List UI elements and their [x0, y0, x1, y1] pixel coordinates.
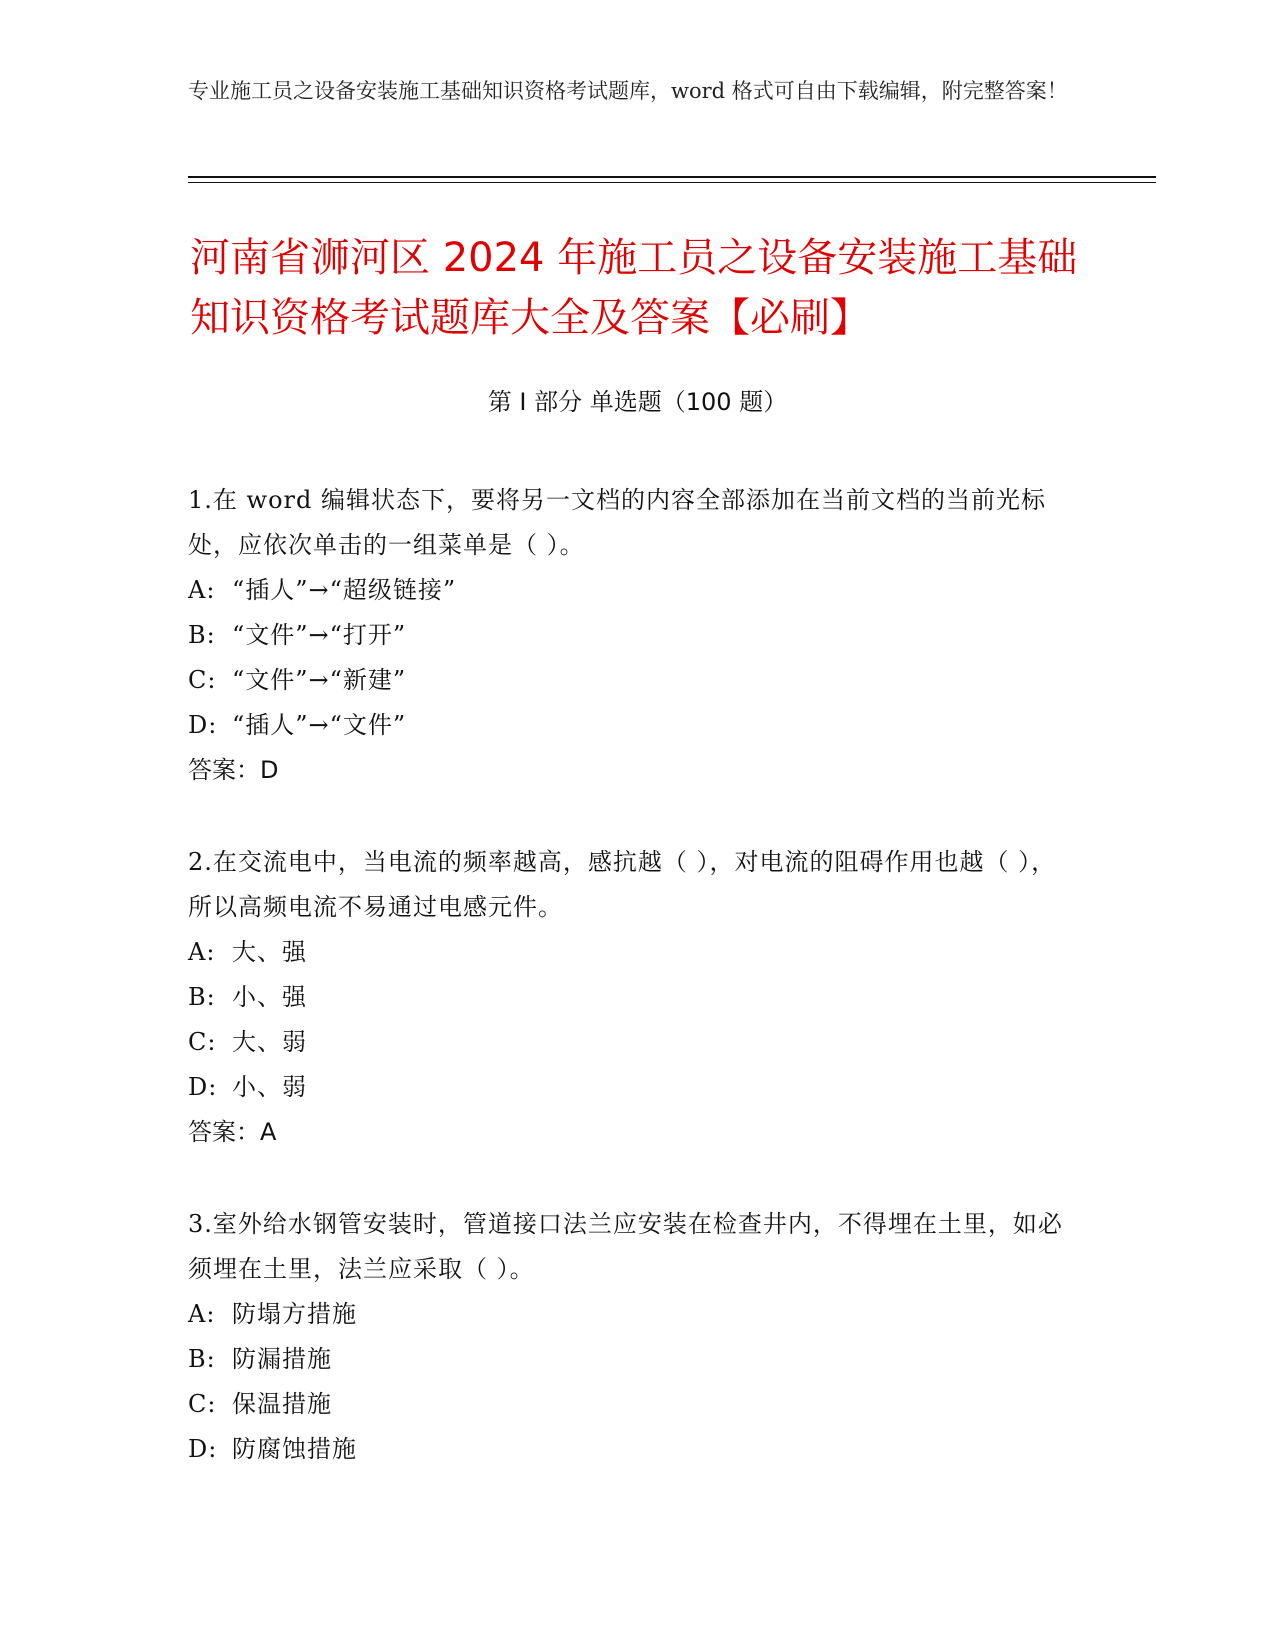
option-letter: B:: [188, 983, 216, 1011]
question-3: [188, 1202, 1068, 1472]
option-text: 防漏措施: [232, 1345, 332, 1373]
option-text: 防塌方措施: [232, 1300, 357, 1328]
question-stem: 3.室外给水钢管安装时，管道接口法兰应安装在检查井内，不得埋在土里，如必须埋在土里，法兰应采取（ ）。: [188, 1210, 1063, 1283]
option-d: [188, 1427, 1068, 1472]
option-c: [188, 1020, 1068, 1065]
option-letter: D:: [188, 1073, 218, 1101]
section-heading: 第 I 部分 单选题（100 题）: [487, 388, 788, 416]
option-c: [188, 658, 1068, 703]
option-d: [188, 1065, 1068, 1110]
question-list: [188, 478, 1068, 1519]
option-text: 小、强: [232, 983, 307, 1011]
option-b: [188, 975, 1068, 1020]
document-title: 河南省浉河区 2024 年施工员之设备安装施工基础知识资格考试题库大全及答案【必刷】: [190, 235, 1078, 341]
question-stem: 1.在 word 编辑状态下，要将另一文档的内容全部添加在当前文档的当前光标处，应依次单击的一组菜单是（ ）。: [188, 486, 1046, 559]
option-a: [188, 930, 1068, 975]
header-rule-thin: [188, 182, 1156, 183]
option-letter: A:: [188, 1300, 216, 1328]
option-text: “插人”→“超级链接”: [232, 576, 457, 604]
option-letter: A:: [188, 576, 216, 604]
option-letter: C:: [188, 666, 217, 694]
option-letter: D:: [188, 711, 218, 739]
question-1: [188, 478, 1068, 793]
option-text: 大、弱: [232, 1028, 307, 1056]
option-a: [188, 568, 1068, 613]
option-c: [188, 1382, 1068, 1427]
option-text: 防腐蚀措施: [232, 1435, 357, 1463]
option-letter: C:: [188, 1028, 217, 1056]
option-text: 保温措施: [232, 1390, 332, 1418]
answer-line: 答案：A: [188, 1118, 277, 1146]
option-b: [188, 613, 1068, 658]
option-text: 小、弱: [232, 1073, 307, 1101]
option-letter: D:: [188, 1435, 218, 1463]
option-text: “文件”→“打开”: [232, 621, 407, 649]
option-d: [188, 703, 1068, 748]
header-rule-thick: [188, 176, 1156, 178]
header-note: 专业施工员之设备安装施工基础知识资格考试题库，word 格式可自由下载编辑，附完整答案！: [188, 79, 1068, 103]
option-text: 大、强: [232, 938, 307, 966]
option-letter: B:: [188, 1345, 216, 1373]
option-text: “插人”→“文件”: [232, 711, 407, 739]
option-letter: A:: [188, 938, 216, 966]
option-b: [188, 1337, 1068, 1382]
option-letter: C:: [188, 1390, 217, 1418]
option-a: [188, 1292, 1068, 1337]
question-stem: 2.在交流电中，当电流的频率越高，感抗越（ ），对电流的阻碍作用也越（ ），所以高频电流不易通过电感元件。: [188, 848, 1057, 921]
question-2: [188, 840, 1068, 1155]
option-letter: B:: [188, 621, 216, 649]
option-text: “文件”→“新建”: [232, 666, 407, 694]
answer-line: 答案：D: [188, 756, 279, 784]
